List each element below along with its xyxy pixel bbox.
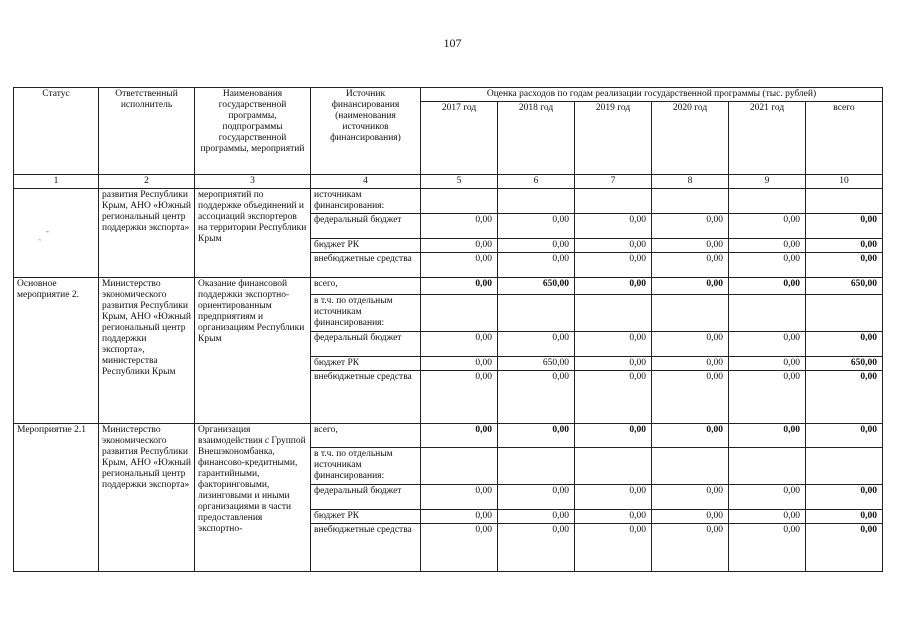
column-number: 8 <box>652 175 729 189</box>
scan-mark: - <box>46 226 49 236</box>
table-row <box>14 189 883 214</box>
column-number: 9 <box>729 175 806 189</box>
cell-value: 0,00 <box>729 239 806 253</box>
column-number-row <box>14 175 883 189</box>
cell-value: 0,00 <box>652 524 729 572</box>
cell-value <box>575 189 652 214</box>
header-name: Наименования государственной программы, подпрограммы государственной программы, мероприятий <box>195 88 311 175</box>
cell-total: 650,00 <box>806 278 883 295</box>
cell-value: 0,00 <box>421 357 498 371</box>
cell-value: 0,00 <box>575 332 652 357</box>
cell-value: 0,00 <box>729 371 806 424</box>
cell-value: 650,00 <box>498 278 575 295</box>
header-year: 2020 год <box>652 102 729 175</box>
column-number: 6 <box>498 175 575 189</box>
cell-total: 0,00 <box>806 424 883 448</box>
cell-value <box>498 295 575 332</box>
cell-total: 0,00 <box>806 371 883 424</box>
cell-value: 0,00 <box>421 214 498 239</box>
cell-value <box>729 295 806 332</box>
cell-total <box>806 448 883 485</box>
cell-total <box>806 295 883 332</box>
cell-source: внебюджетные средства <box>311 524 421 572</box>
cell-value: 0,00 <box>575 239 652 253</box>
cell-source: внебюджетные средства <box>311 371 421 424</box>
cell-value: 0,00 <box>421 524 498 572</box>
cell-total: 0,00 <box>806 332 883 357</box>
cell-value: 0,00 <box>652 278 729 295</box>
table-body <box>14 189 883 572</box>
cell-value: 0,00 <box>498 371 575 424</box>
cell-value: 0,00 <box>498 239 575 253</box>
cell-executor: Министерство экономического развития Республики Крым, АНО «Южный региональный центр поддержки экспорта», министерства Республики Крым <box>99 278 195 424</box>
cell-executor: Министерство экономического развития Республики Крым, АНО «Южный региональный центр поддержки экспорта» <box>99 424 195 572</box>
cell-value <box>498 448 575 485</box>
cell-value <box>729 189 806 214</box>
cell-status <box>14 189 99 278</box>
cell-value: 0,00 <box>729 214 806 239</box>
column-number: 4 <box>311 175 421 189</box>
column-number: 3 <box>195 175 311 189</box>
cell-value: 0,00 <box>575 214 652 239</box>
cell-value: 0,00 <box>421 278 498 295</box>
cell-value: 0,00 <box>729 424 806 448</box>
cell-value: 0,00 <box>421 239 498 253</box>
cell-value <box>575 448 652 485</box>
cell-value: 0,00 <box>729 485 806 510</box>
cell-value: 0,00 <box>652 510 729 524</box>
cell-value: 0,00 <box>729 357 806 371</box>
cell-value: 0,00 <box>729 524 806 572</box>
cell-source: внебюджетные средства <box>311 253 421 278</box>
cell-total: 0,00 <box>806 524 883 572</box>
page-number: 107 <box>443 36 462 50</box>
column-number: 2 <box>99 175 195 189</box>
cell-value: 0,00 <box>652 424 729 448</box>
cell-value: 0,00 <box>421 485 498 510</box>
cell-total: 0,00 <box>806 510 883 524</box>
cell-source: федеральный бюджет <box>311 214 421 239</box>
header-year: 2017 год <box>421 102 498 175</box>
cell-source: в т.ч. по отдельным источникам финансирования: <box>311 448 421 485</box>
cell-value <box>652 189 729 214</box>
cell-value: 0,00 <box>575 371 652 424</box>
cell-value: 0,00 <box>575 424 652 448</box>
cell-value <box>652 295 729 332</box>
cell-name: мероприятий по поддержке объединений и ассоциаций экспортеров на территории Республики Крым <box>195 189 311 278</box>
cell-total: 0,00 <box>806 214 883 239</box>
cell-value: 0,00 <box>575 253 652 278</box>
budget-table <box>13 87 883 572</box>
cell-total: 650,00 <box>806 357 883 371</box>
column-number: 5 <box>421 175 498 189</box>
cell-source: всего, <box>311 424 421 448</box>
cell-source: федеральный бюджет <box>311 332 421 357</box>
header-estimate: Оценка расходов по годам реализации государственной программы (тыс. рублей) <box>421 88 883 102</box>
cell-value <box>421 448 498 485</box>
cell-executor: развития Республики Крым, АНО «Южный региональный центр поддержки экспорта» <box>99 189 195 278</box>
cell-status: Основное мероприятие 2. <box>14 278 99 424</box>
cell-value: 0,00 <box>421 510 498 524</box>
cell-total: 0,00 <box>806 239 883 253</box>
cell-value <box>421 295 498 332</box>
header-year: 2019 год <box>575 102 652 175</box>
cell-value: 0,00 <box>498 424 575 448</box>
cell-source: бюджет РК <box>311 510 421 524</box>
header-status: Статус <box>14 88 99 175</box>
column-number: 1 <box>14 175 99 189</box>
table-row <box>14 424 883 448</box>
cell-value <box>421 189 498 214</box>
cell-value: 0,00 <box>575 357 652 371</box>
cell-source: бюджет РК <box>311 357 421 371</box>
cell-value: 0,00 <box>729 278 806 295</box>
header-year: 2021 год <box>729 102 806 175</box>
cell-value: 0,00 <box>421 332 498 357</box>
header-source: Источник финансирования (наименования источников финансирования) <box>311 88 421 175</box>
cell-value: 0,00 <box>652 332 729 357</box>
cell-value: 0,00 <box>498 332 575 357</box>
cell-value: 0,00 <box>729 510 806 524</box>
header-year: 2018 год <box>498 102 575 175</box>
cell-status: Мероприятие 2.1 <box>14 424 99 572</box>
cell-value: 0,00 <box>498 485 575 510</box>
cell-value: 0,00 <box>498 253 575 278</box>
cell-total: 0,00 <box>806 253 883 278</box>
cell-value: 0,00 <box>575 524 652 572</box>
cell-value: 0,00 <box>575 485 652 510</box>
cell-value: 0,00 <box>421 371 498 424</box>
header-total: всего <box>806 102 883 175</box>
cell-source: федеральный бюджет <box>311 485 421 510</box>
cell-source: в т.ч. по отдельным источникам финансирования: <box>311 295 421 332</box>
cell-value: 0,00 <box>421 424 498 448</box>
cell-value: 650,00 <box>498 357 575 371</box>
cell-value: 0,00 <box>652 253 729 278</box>
cell-total <box>806 189 883 214</box>
cell-value: 0,00 <box>498 214 575 239</box>
cell-value: 0,00 <box>498 510 575 524</box>
cell-source: всего, <box>311 278 421 295</box>
column-number: 10 <box>806 175 883 189</box>
cell-value <box>498 189 575 214</box>
cell-value: 0,00 <box>729 332 806 357</box>
cell-total: 0,00 <box>806 485 883 510</box>
cell-value: 0,00 <box>421 253 498 278</box>
cell-source: бюджет РК <box>311 239 421 253</box>
cell-value: 0,00 <box>729 253 806 278</box>
cell-value: 0,00 <box>652 214 729 239</box>
cell-source: источникам финансирования: <box>311 189 421 214</box>
cell-value <box>575 295 652 332</box>
cell-value: 0,00 <box>575 510 652 524</box>
cell-value: 0,00 <box>652 485 729 510</box>
scan-mark: ~ <box>38 238 42 244</box>
cell-value <box>729 448 806 485</box>
cell-value: 0,00 <box>498 524 575 572</box>
column-number: 7 <box>575 175 652 189</box>
cell-value: 0,00 <box>575 278 652 295</box>
cell-value: 0,00 <box>652 239 729 253</box>
cell-value <box>652 448 729 485</box>
cell-name: Организация взаимодействия с Группой Внешэкономбанка, финансово-кредитными, гарантийными, факторинговыми, лизинговыми и иными организациями в части предоставления экспортно- <box>195 424 311 572</box>
cell-name: Оказание финансовой поддержки экспортно-ориентированным предприятиям и организациям Республики Крым <box>195 278 311 424</box>
header-row <box>14 88 883 102</box>
cell-value: 0,00 <box>652 371 729 424</box>
header-executor: Ответственный исполнитель <box>99 88 195 175</box>
table-row <box>14 278 883 295</box>
cell-value: 0,00 <box>652 357 729 371</box>
